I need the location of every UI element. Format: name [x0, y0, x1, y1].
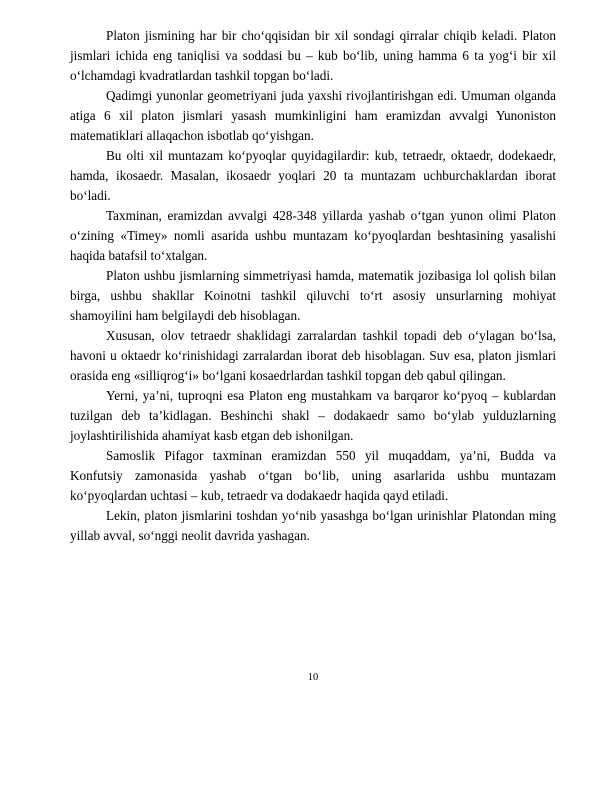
paragraph-3: Bu olti xil muntazam ko‘pyoqlar quyidagilardir: kub, tetraedr, oktaedr, dodekaedr, hamda, ikosaedr. Masalan, ikosaedr yoqlari 20 ta muntazam uchburchaklardan iborat bo‘ladi. — [70, 148, 556, 203]
paragraph-8: Samoslik Pifagor taxminan eramizdan 550 yil muqaddam, ya’ni, Budda va Konfutsiy zamonasida yashab o‘tgan bo‘lib, uning asarlarida ushbu muntazam ko‘pyoqlardan uchtasi – kub, tetraedr va dodakaedr haqida qayd etiladi. — [70, 448, 556, 503]
document-page — [70, 26, 556, 683]
page-number: 10 — [307, 672, 319, 683]
paragraph-5: Platon ushbu jismlarning simmetriyasi hamda, matematik jozibasiga lol qolish bilan birga, ushbu shakllar Koinotni tashkil qiluvchi to‘rt asosiy unsurlarning mohiyat shamoyilini ham belgilaydi deb hisoblagan. — [70, 268, 556, 323]
paragraph-1: Platon jismining har bir cho‘qqisidan bir xil sondagi qirralar chiqib keladi. Platon jismlari ichida eng taniqlisi va soddasi bu – kub bo‘lib, uning hamma 6 ta yog‘i bir xil o‘lchamdagi kvadratlardan tashkil topgan bo‘ladi. — [70, 28, 556, 83]
paragraph-9: Lekin, platon jismlarini toshdan yo‘nib yasashga bo‘lgan urinishlar Platondan ming yillab avval, so‘nggi neolit davrida yashagan. — [70, 508, 556, 543]
paragraph-2: Qadimgi yunonlar geometriyani juda yaxshi rivojlantirishgan edi. Umuman olganda atiga 6 xil platon jismlari yasash mumkinligini ham eramizdan avvalgi Yunoniston matematiklari allaqachon isbotlab qo‘yishgan. — [70, 88, 556, 143]
paragraph-7: Yerni, ya’ni, tuproqni esa Platon eng mustahkam va barqaror ko‘pyoq – kublardan tuzilgan deb ta’kidlagan. Beshinchi shakl – dodakaedr samo bo‘ylab yulduzlarning joylashtirilishida ahamiyat kasb etgan deb ishonilgan. — [70, 388, 556, 443]
paragraph-6: Xususan, olov tetraedr shaklidagi zarralardan tashkil topadi deb o‘ylagan bo‘lsa, havoni u oktaedr ko‘rinishidagi zarralardan iborat deb hisoblagan. Suv esa, platon jismlari orasida eng «silliqrog‘i» bo‘lgani kosaedrlardan tashkil topgan deb qabul qilingan. — [70, 328, 556, 383]
paragraph-4: Taxminan, eramizdan avvalgi 428-348 yillarda yashab o‘tgan yunon olimi Platon o‘zining «Timey» nomli asarida ushbu muntazam ko‘pyoqlardan beshtasining yasalishi haqida batafsil to‘xtalgan. — [70, 208, 556, 263]
